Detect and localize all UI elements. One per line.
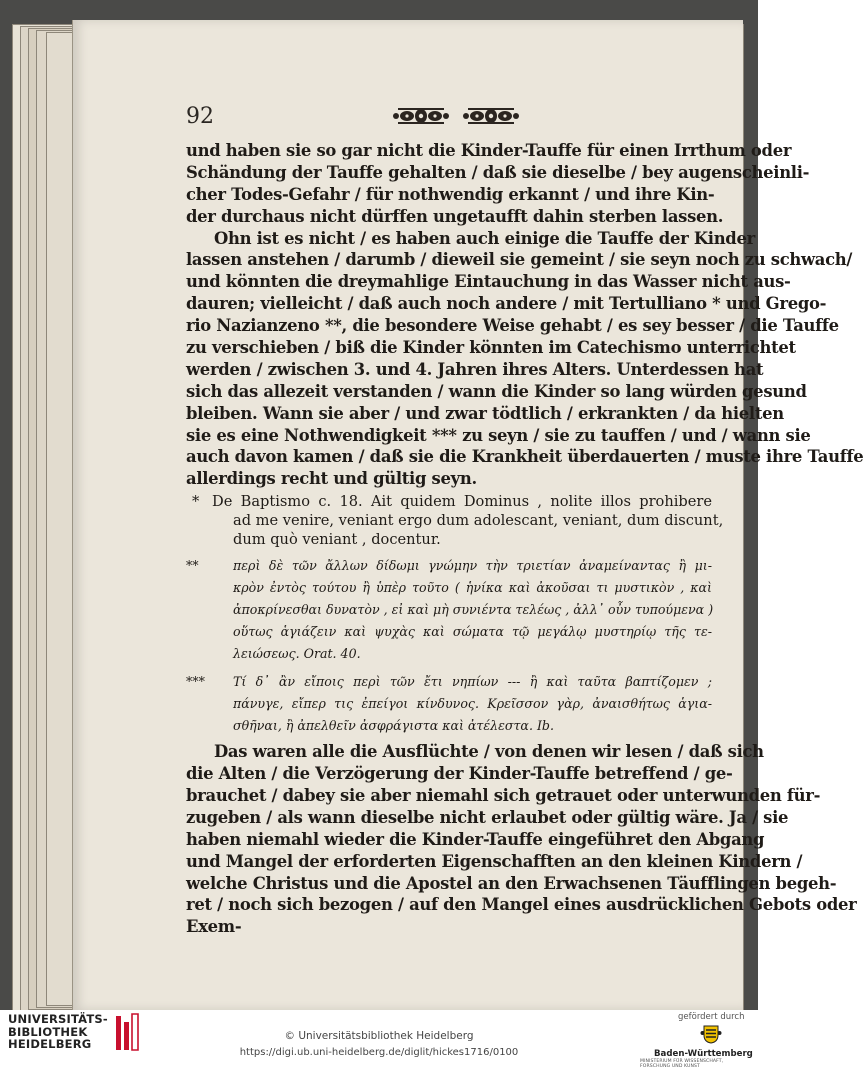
text-line: cher Todes-Gefahr / für nothwendig erkannt / und ihre Kin- (186, 184, 715, 204)
printer-ornament-left (392, 103, 450, 129)
text-line: bleiben. Wann sie aber / und zwar tödtlich / erkrankten / da hielten (186, 403, 784, 423)
text-line: Das waren alle die Ausflüchte / von denen wir lesen / daß sich (214, 742, 764, 762)
footnote-line: πάνυγε, εἴπερ τις ἐπείγοι κίνδυνος. Κρεῖσσον γὰρ, ἀναισθήτως ἁγια- (233, 696, 712, 712)
page-number: 92 (186, 104, 214, 129)
footnote-mark: * (192, 493, 200, 511)
footnote-line: * De Baptismo c. 18. Ait quidem Dominus , nolite illos prohibere (192, 493, 712, 511)
footnote-line: ad me venire, veniant ergo dum adolescant, veniant, dum discunt, (233, 512, 724, 530)
sponsor-name: Baden-Württemberg (654, 1049, 753, 1059)
text-line: der durchaus nicht dürffen ungetaufft dahin sterben lassen. (186, 206, 724, 226)
text-line: die Alten / die Verzögerung der Kinder-Tauffe betreffend / ge- (186, 764, 733, 784)
text-line: und haben sie so gar nicht die Kinder-Tauffe für einen Irrthum oder (186, 141, 792, 160)
printer-ornament-right (462, 103, 520, 129)
text-line: ret / noch sich bezogen / auf den Mangel eines ausdrücklichen Gebots oder (186, 895, 857, 915)
text-line: zugeben / als wann dieselbe nicht erlaubet oder gültig wäre. Ja / sie (186, 807, 789, 827)
footnote-line: ** περὶ δὲ τῶν ἄλλων δίδωμι γνώμην τὴν τριετίαν ἀναμείναντας ἢ μι- (186, 555, 712, 577)
footnote-line: ἀποκρίνεσθαι δυνατὸν , εἰ καὶ μὴ συνιέντα τελέως , ἀλλ᾽ οὖν τυπούμενα ) (233, 602, 714, 618)
footnote-line: κρὸν ἐντὸς τούτου ἢ ὑπὲρ τοῦτο ( ἡνίκα καὶ ἀκοῦσαι τι μυστικὸν , καὶ (233, 580, 712, 596)
footnote-line: dum quò veniant , docentur. (233, 531, 441, 549)
text-line: lassen anstehen / darumb / dieweil sie gemeint / sie seyn noch zu schwach/ (186, 250, 853, 270)
library-logo-icon (114, 1012, 140, 1052)
catchword: Exem- (186, 917, 242, 937)
text-line: werden / zwischen 3. und 4. Jahren ihres Alters. Unterdessen hat (186, 359, 764, 379)
text-line: und Mangel der erforderten Eigenschafften an den kleinen Kindern / (186, 851, 803, 871)
text-line: welche Christus und die Apostel an den Erwachsenen Täufflingen begeh- (186, 873, 837, 893)
text-line: Ohn ist es nicht / es haben auch einige die Tauffe der Kinder (214, 228, 755, 248)
text-line: haben niemahl wieder die Kinder-Tauffe eingeführet den Abgang (186, 829, 765, 849)
state-crest-icon (700, 1024, 722, 1044)
footnote-line: σθῆναι, ἢ ἀπελθεῖν ἀσφράγιστα καὶ ἀτέλεστα. Ib. (233, 718, 554, 734)
text-line: sich das allezeit verstanden / wann die Kinder so lang würden gesund (186, 381, 807, 401)
footnote-line: *** Τί δ᾽ ἂν εἴποις περὶ τῶν ἔτι νηπίων --- ἢ καὶ ταῦτα βαπτίζομεν ; (186, 671, 712, 693)
text-line: auch davon kamen / daß sie die Krankheit überdauerten / muste ihre Tauffe (186, 447, 863, 467)
footnote-mark: ** (186, 558, 199, 574)
footnote-2 (186, 555, 712, 665)
footnote-1 (186, 492, 724, 549)
text-line: zu verschieben / biß die Kinder könnten im Catechismo unterrichtet (186, 338, 796, 358)
library-logo[interactable] (8, 1012, 140, 1052)
copyright-notice: © Universitätsbibliothek Heidelberg (284, 1030, 474, 1042)
paragraph-2 (186, 228, 863, 491)
text-line: dauren; vielleicht / daß auch noch andere / mit Tertulliano * und Grego- (186, 294, 827, 314)
library-name: UNIVERSITÄTS- BIBLIOTHEK HEIDELBERG (8, 1012, 108, 1052)
text-line: brauchet / dabey sie aber niemahl sich getrauet oder unterwunden für- (186, 786, 821, 806)
footnote-line: λειώσεως. Orat. 40. (233, 646, 361, 662)
paragraph-3 (186, 741, 857, 938)
text-line: und könnten die dreymahlige Eintauchung in das Wasser nicht aus- (186, 272, 791, 292)
footnote-3 (186, 671, 712, 737)
footnote-mark: *** (186, 674, 205, 690)
text-line: rio Nazianzeno **, die besondere Weise gehabt / es sey besser / die Tauffe (186, 316, 839, 336)
paragraph-1 (186, 140, 810, 228)
text-line: Schändung der Tauffe gehalten / daß sie dieselbe / bey augenscheinli- (186, 162, 810, 182)
text-line: allerdings recht und gültig seyn. (186, 469, 477, 489)
permalink[interactable]: https://digi.ub.uni-heidelberg.de/diglit/hickes1716/0100 (239, 1047, 519, 1058)
page-text (186, 140, 863, 938)
sponsor-block[interactable] (638, 1012, 754, 1069)
footnote-line: οὕτως ἁγιάζειν καὶ ψυχὰς καὶ σώματα τῷ μεγάλῳ μυστηρίῳ τῆς τε- (233, 624, 712, 640)
text-line: sie es eine Nothwendigkeit *** zu seyn / sie zu tauffen / und / wann sie (186, 425, 811, 445)
sponsor-label: gefördert durch (678, 1012, 745, 1022)
sponsor-subtitle: MINISTERIUM FÜR WISSENSCHAFT, FORSCHUNG UND KUNST (640, 1059, 724, 1069)
